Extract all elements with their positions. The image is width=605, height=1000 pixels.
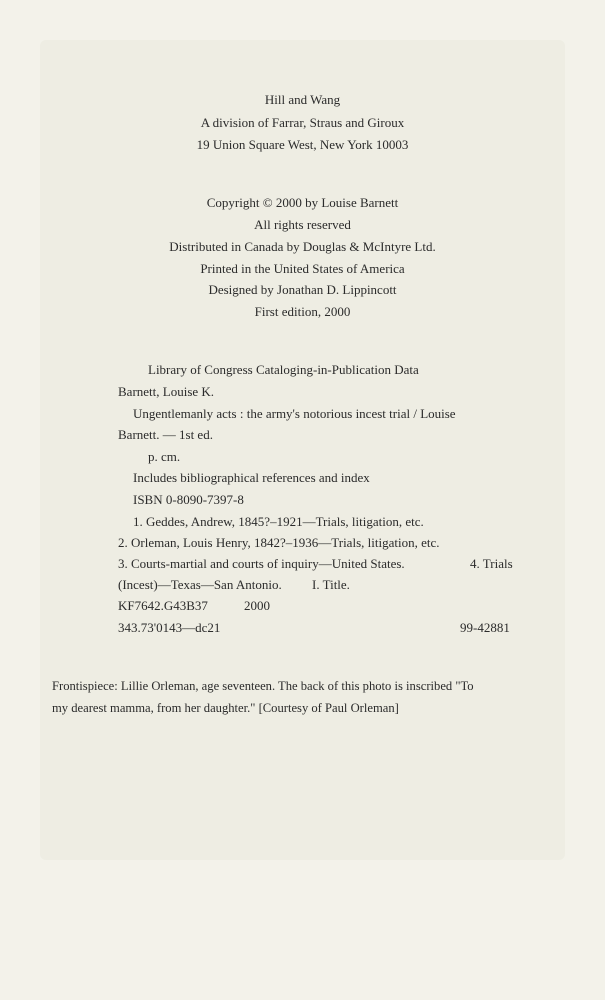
- cip-isbn: ISBN 0-8090-7397-8: [133, 492, 244, 507]
- cip-subject-2: 2. Orleman, Louis Henry, 1842?–1936—Trials, litigation, etc.: [118, 535, 440, 550]
- cip-subject-4-cont: (Incest)—Texas—San Antonio.: [118, 577, 282, 592]
- publisher-division: A division of Farrar, Straus and Giroux: [200, 115, 405, 130]
- frontispiece-line-1: Frontispiece: Lillie Orleman, age seventeen. The back of this photo is inscribed "To: [52, 679, 474, 693]
- cip-dewey: 343.73'0143—dc21: [118, 620, 221, 635]
- cip-pages: p. cm.: [148, 449, 181, 464]
- cip-subject-1: 1. Geddes, Andrew, 1845?–1921—Trials, litigation, etc.: [133, 514, 424, 529]
- cip-title-line-1: Ungentlemanly acts : the army's notorious incest trial / Louise: [133, 406, 456, 421]
- cip-title-entry: I. Title.: [312, 577, 350, 592]
- cip-author: Barnett, Louise K.: [118, 384, 215, 399]
- designer-line: Designed by Jonathan D. Lippincott: [208, 282, 397, 297]
- cip-subject-4: 4. Trials: [470, 556, 513, 571]
- distribution-line: Distributed in Canada by Douglas & McIntyre Ltd.: [169, 239, 436, 254]
- edition-line: First edition, 2000: [254, 304, 351, 319]
- cip-lc-class: KF7642.G43B37: [118, 598, 208, 613]
- rights-reserved: All rights reserved: [254, 217, 351, 232]
- page-background: [40, 40, 565, 860]
- cip-subject-3: 3. Courts-martial and courts of inquiry—United States.: [118, 556, 405, 571]
- cip-bibliography: Includes bibliographical references and index: [133, 470, 370, 485]
- publisher-address: 19 Union Square West, New York 10003: [196, 137, 409, 152]
- copyright-line: Copyright © 2000 by Louise Barnett: [206, 195, 399, 210]
- publisher-name: Hill and Wang: [264, 92, 341, 107]
- cip-lc-year: 2000: [244, 598, 270, 613]
- frontispiece-line-2: my dearest mamma, from her daughter." [Courtesy of Paul Orleman]: [52, 701, 399, 715]
- cip-lccn: 99-42881: [460, 620, 510, 635]
- cip-heading: Library of Congress Cataloging-in-Publication Data: [148, 362, 419, 377]
- cip-title-line-2: Barnett. — 1st ed.: [118, 427, 213, 442]
- printed-line: Printed in the United States of America: [200, 261, 405, 276]
